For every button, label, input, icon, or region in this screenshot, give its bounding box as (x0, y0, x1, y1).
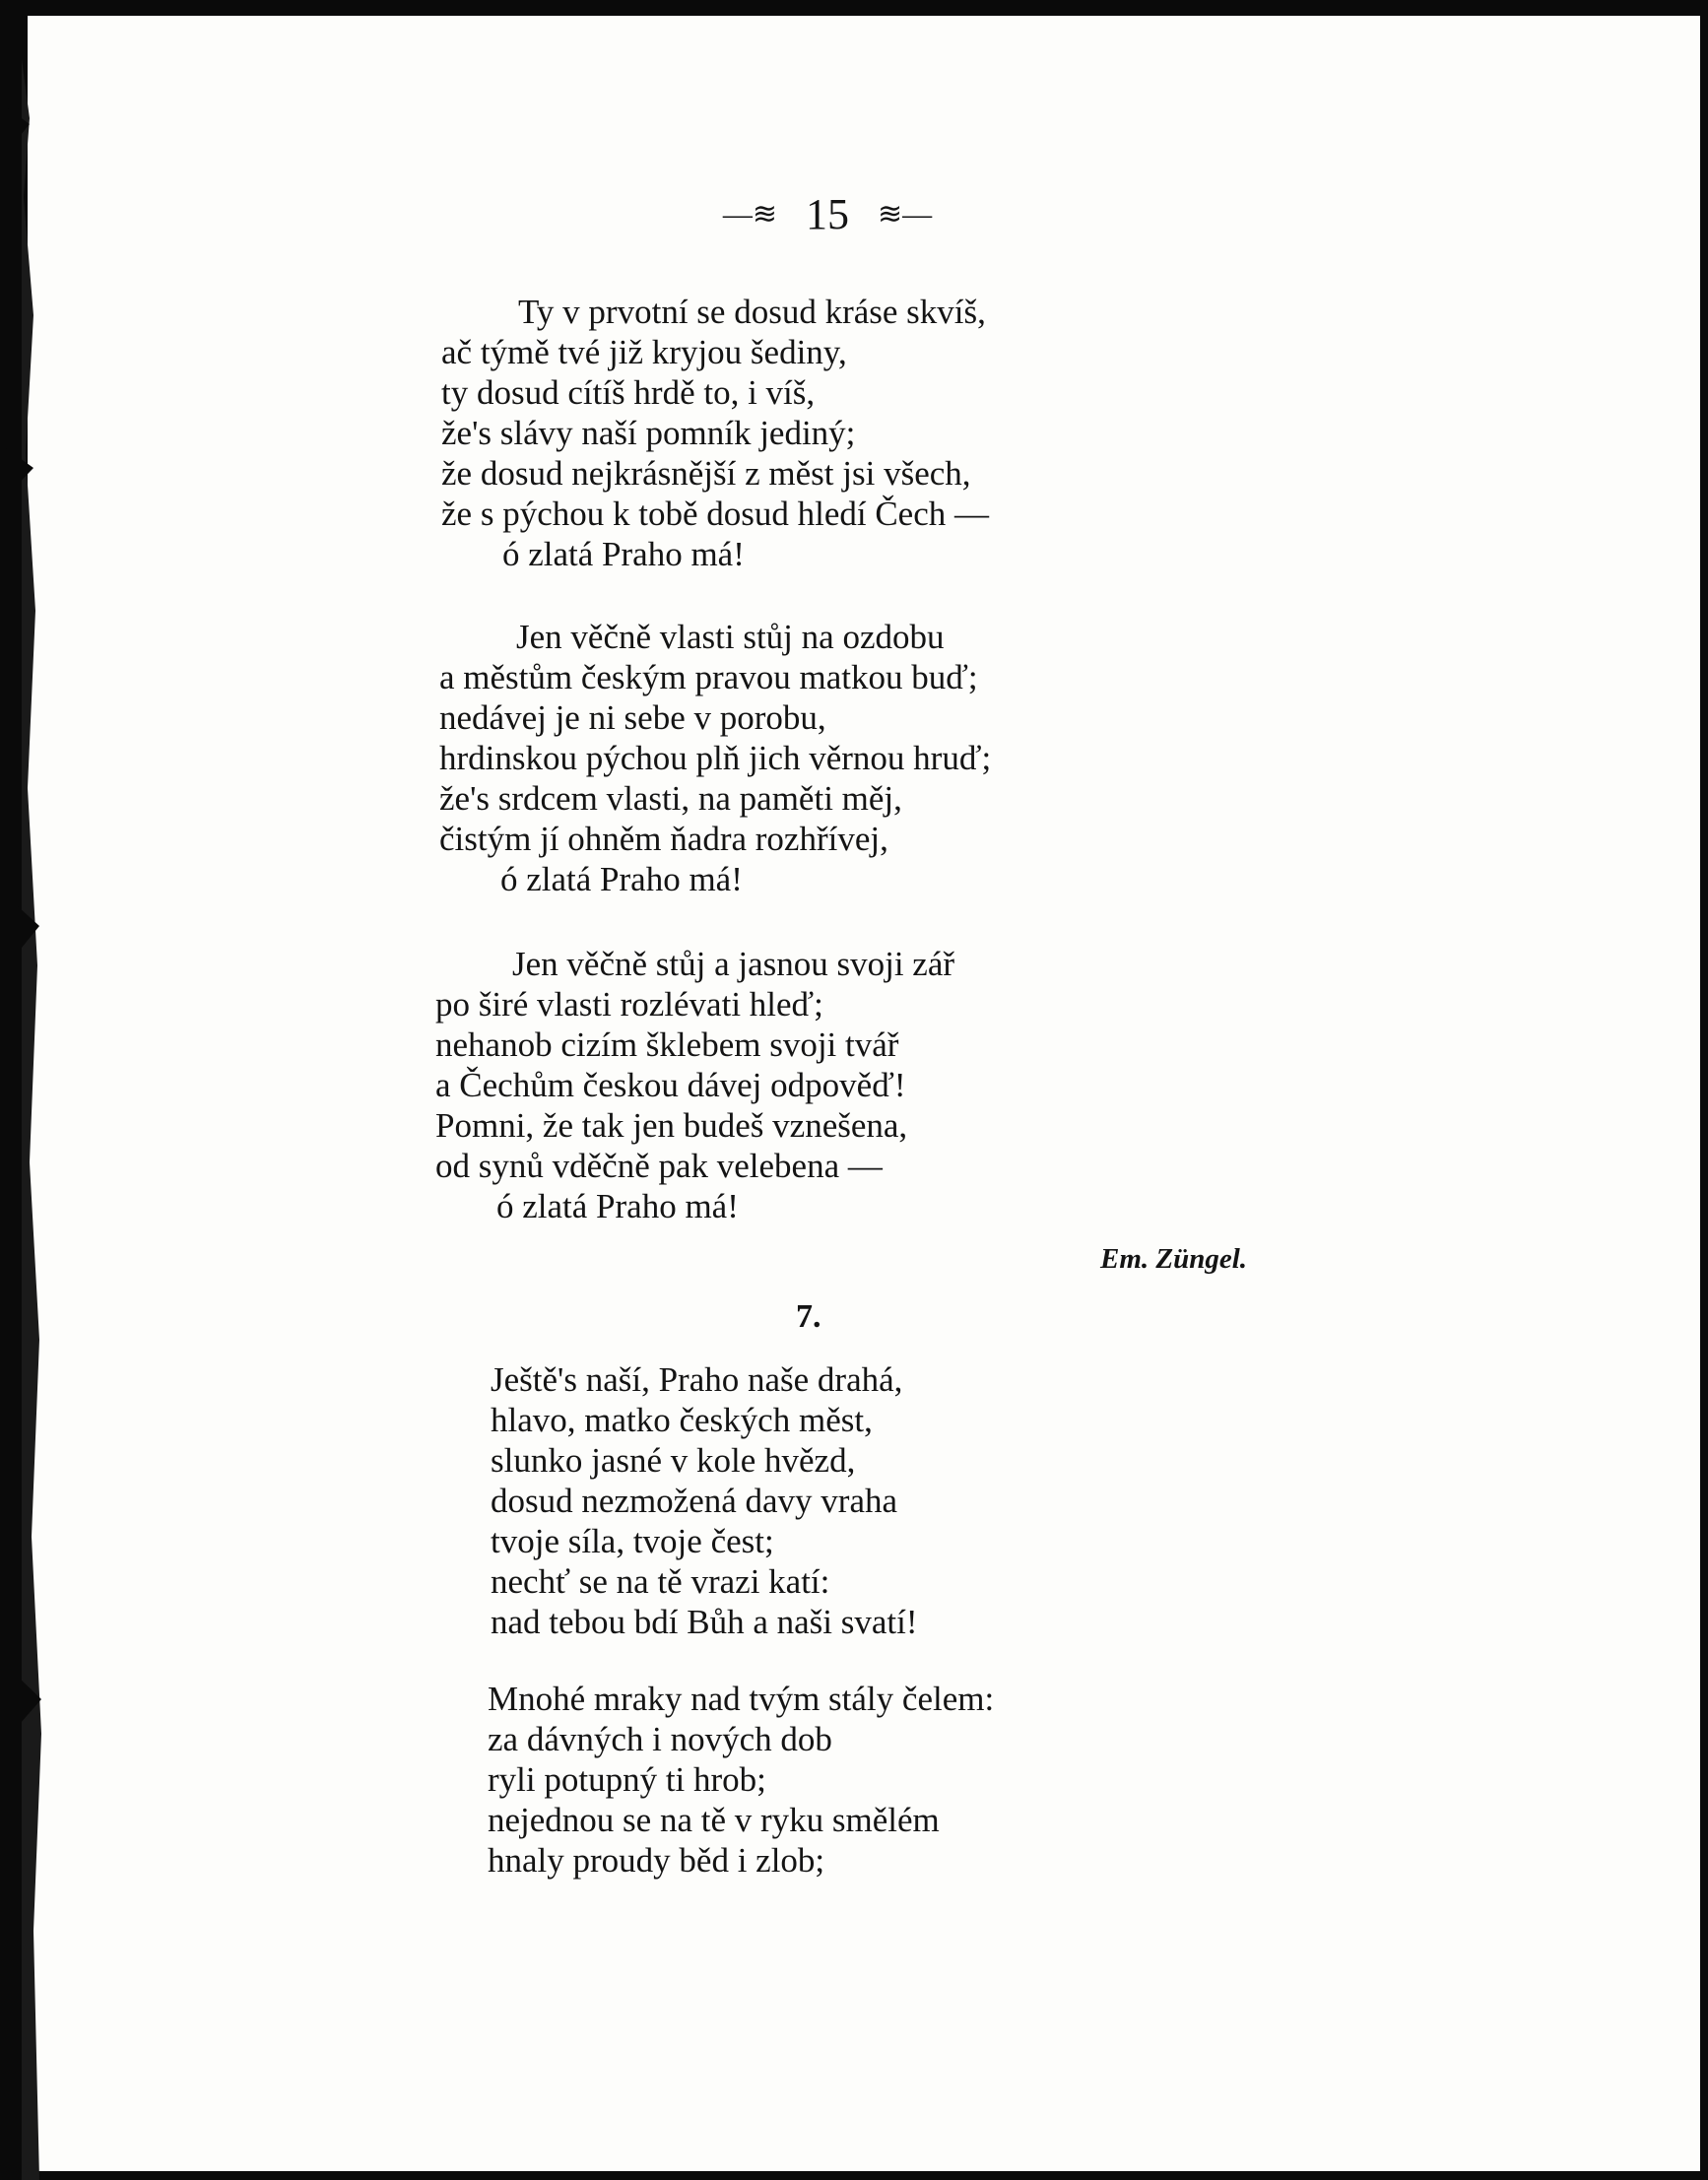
header-ornament-left: —≋ (722, 198, 777, 231)
verse-line: od synů vděčně pak velebena — (435, 1147, 883, 1185)
verse-line: dosud nezmožená davy vraha (491, 1482, 898, 1520)
verse-line: že's srdcem vlasti, na paměti měj, (439, 779, 902, 818)
verse-line: nedávej je ni sebe v porobu, (439, 698, 826, 737)
verse-line: nejednou se na tě v ryku smělém (488, 1801, 940, 1839)
verse-line: Jen věčně vlasti stůj na ozdobu (516, 618, 945, 656)
verse-line: Mnohé mraky nad tvým stály čelem: (488, 1680, 995, 1718)
header-ornament-right: ≋— (878, 198, 933, 231)
poem-a-stanza-1 (441, 292, 989, 574)
verse-line: čistým jí ohněm ňadra rozhřívej, (439, 820, 888, 858)
verse-line: nechť se na tě vrazi katí: (491, 1562, 830, 1601)
verse-line: hrdinskou pýchou plň jich věrnou hruď; (439, 739, 992, 777)
poem-b-stanza-2 (488, 1679, 994, 1881)
poem-number: 7. (796, 1298, 821, 1335)
verse-line: ty dosud cítíš hrdě to, i víš, (441, 373, 816, 412)
verse-line: Jen věčně stůj a jasnou svoji zář (512, 945, 955, 983)
poem-a-stanza-2 (439, 617, 991, 899)
verse-line: Ty v prvotní se dosud kráse skvíš, (518, 293, 986, 331)
verse-line: že dosud nejkrásnější z měst jsi všech, (441, 454, 971, 493)
verse-line: a městům českým pravou matkou buď; (439, 658, 978, 696)
verse-line: že's slávy naší pomník jediný; (441, 414, 856, 452)
verse-line: a Čechům českou dávej odpověď! (435, 1066, 906, 1104)
page-number: 15 (806, 190, 849, 239)
binding-edge (0, 0, 59, 2180)
verse-line: ač týmě tvé již kryjou šediny, (441, 333, 847, 371)
verse-line: tvoje síla, tvoje čest; (491, 1522, 774, 1560)
verse-line: že s pýchou k tobě dosud hledí Čech — (441, 495, 990, 533)
verse-line: hnaly proudy běd i zlob; (488, 1841, 825, 1880)
verse-line: slunko jasné v kole hvězd, (491, 1441, 856, 1480)
page-header (690, 185, 965, 239)
poem-a-stanza-3 (435, 944, 954, 1226)
refrain-line: ó zlatá Praho má! (496, 1187, 739, 1225)
verse-line: Pomni, že tak jen budeš vznešena, (435, 1106, 908, 1145)
refrain-line: ó zlatá Praho má! (502, 535, 745, 573)
verse-line: ryli potupný ti hrob; (488, 1760, 766, 1799)
author-signature: Em. Züngel. (1100, 1243, 1248, 1275)
verse-line: nehanob cizím šklebem svoji tvář (435, 1025, 899, 1064)
refrain-line: ó zlatá Praho má! (500, 860, 743, 898)
verse-line: po širé vlasti rozlévati hleď; (435, 985, 823, 1024)
verse-line: hlavo, matko českých měst, (491, 1401, 873, 1439)
verse-line: za dávných i nových dob (488, 1720, 832, 1758)
verse-line: Ještě's naší, Praho naše drahá, (491, 1360, 903, 1399)
poem-b-stanza-1 (491, 1359, 918, 1642)
verse-line: nad tebou bdí Bůh a naši svatí! (491, 1603, 918, 1641)
